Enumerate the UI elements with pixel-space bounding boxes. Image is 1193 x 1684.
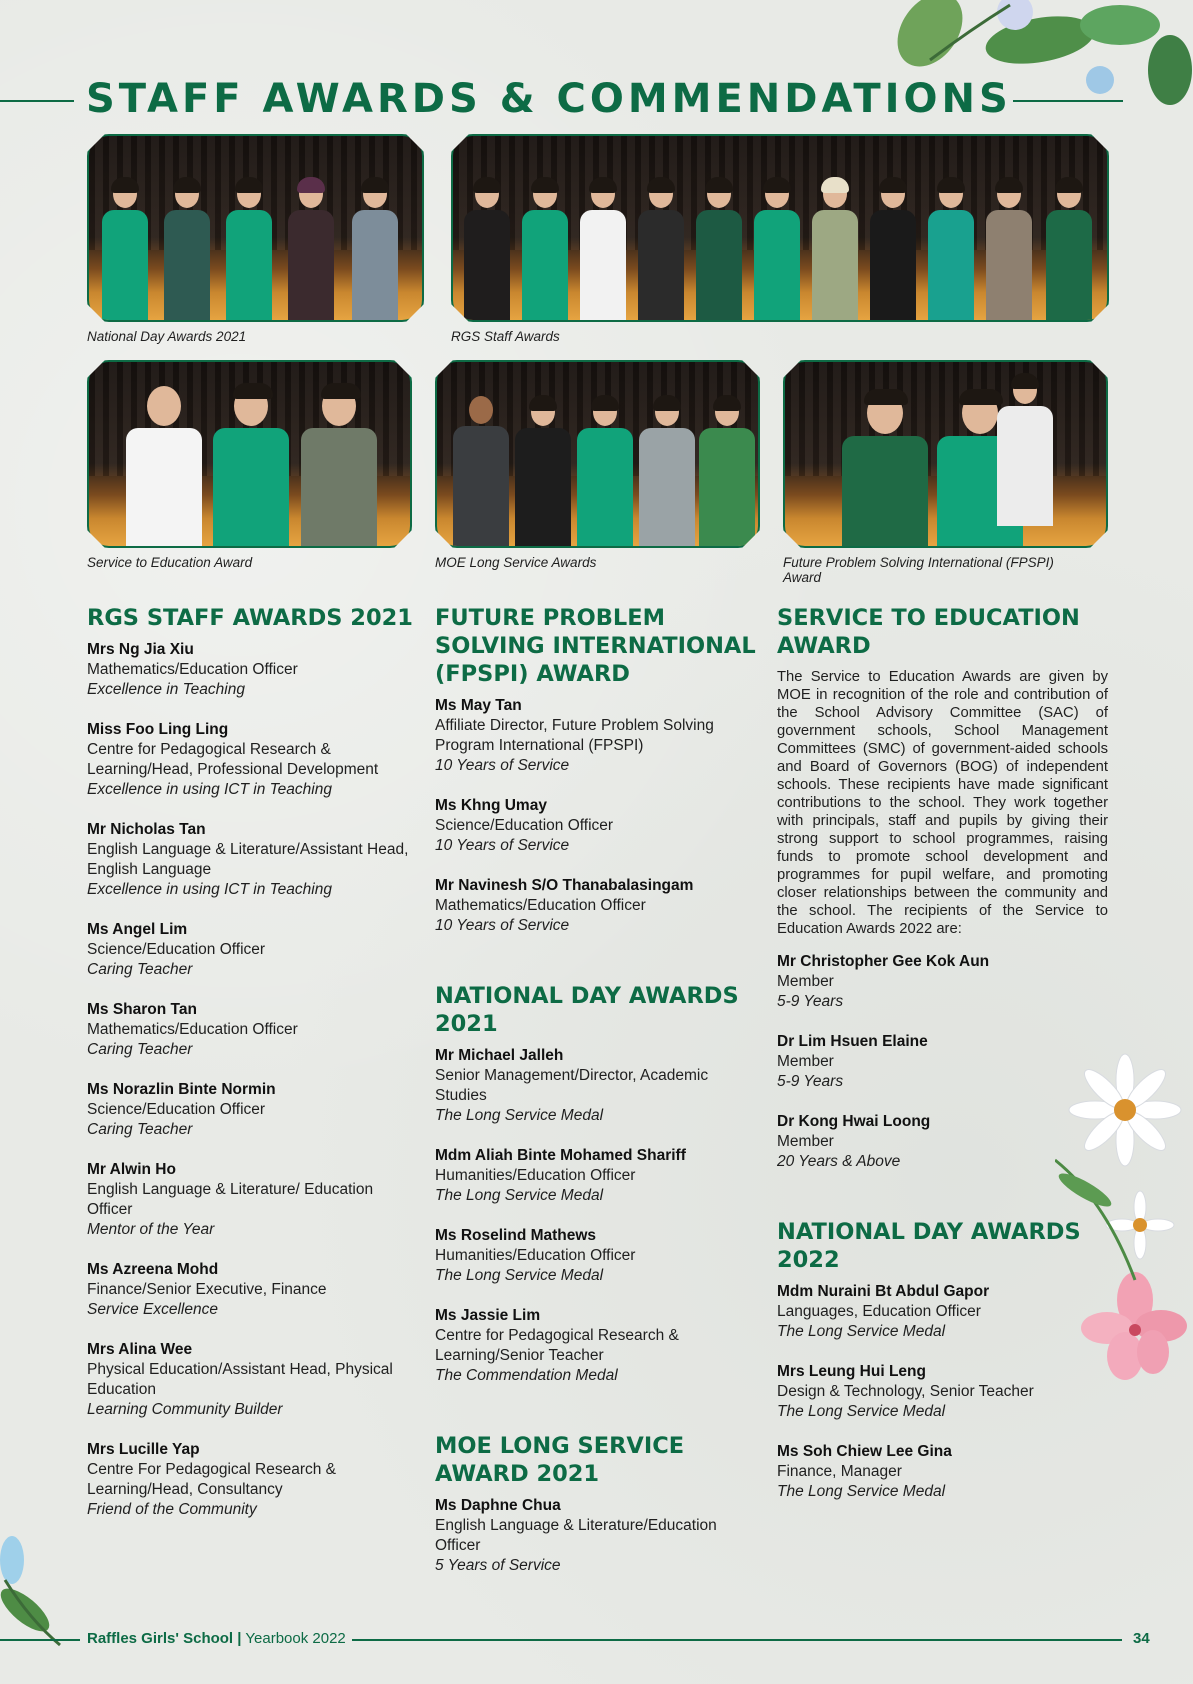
footer-yearbook: Yearbook 2022 (245, 1630, 346, 1647)
person-figure (575, 398, 635, 546)
recipient-name: Mr Michael Jalleh (435, 1047, 564, 1064)
recipient-name: Mr Nicholas Tan (87, 821, 206, 838)
service-to-education-paragraph: The Service to Education Awards are given by MOE in recognition of the role and contribution of the School Advisory Committee (SAC) of government schools, School Management Committees (SMC) of government-aided schools and Board of Governors (BOG) of independent schools. These recipients have made significant contributions to the school. They work together with principals, staff and pupils by giving their strong support to school programmes, raising funds to promote school development and programmes for pupil welfare, and promoting closer relationships between the community and the school. The recipients of the Service to Education Awards 2022 are: (777, 669, 1108, 937)
recipient-award: The Commendation Medal (435, 1367, 618, 1384)
award-entry (777, 1032, 1108, 1092)
person-figure (451, 396, 511, 546)
recipient-role: Senior Management/Director, Academic Studies (435, 1067, 709, 1104)
award-list (777, 1282, 1108, 1502)
section-heading-national-day-awards-2021: NATIONAL DAY AWARDS 2021 (435, 983, 739, 1037)
footer-separator: | (237, 1630, 242, 1647)
recipient-name: Ms Jassie Lim (435, 1307, 541, 1324)
photo-caption: Future Problem Solving International (FPSPI) Award (783, 555, 1054, 585)
recipient-role: Centre for Pedagogical Research & Learning/Senior Teacher (435, 1327, 679, 1364)
recipient-award: 10 Years of Service (435, 757, 570, 774)
person-figure (161, 180, 213, 320)
recipient-award: 5 Years of Service (435, 1557, 561, 1574)
floral-decoration-bottom-left (0, 1510, 70, 1650)
recipient-role: English Language & Literature/ Education Officer (87, 1181, 374, 1218)
recipient-name: Dr Lim Hsuen Elaine (777, 1033, 928, 1050)
recipient-role: Finance/Senior Executive, Finance (87, 1281, 327, 1298)
recipient-award: Friend of the Community (87, 1501, 257, 1518)
person-figure (809, 180, 861, 320)
photo-service-to-education-award (87, 360, 412, 548)
column-rgs-staff-awards (87, 604, 417, 1540)
section-spacer (777, 1192, 1108, 1218)
recipient-award: Learning Community Builder (87, 1401, 283, 1418)
recipient-name: Ms Daphne Chua (435, 1497, 561, 1514)
award-list (87, 640, 417, 1520)
award-list (435, 1046, 760, 1386)
person-figure (124, 386, 204, 546)
recipient-award: 20 Years & Above (777, 1153, 901, 1170)
award-entry (87, 1000, 417, 1060)
person-figure (299, 386, 379, 546)
section-heading-service-to-education-award: SERVICE TO EDUCATION AWARD (777, 605, 1080, 659)
recipient-role: Languages, Education Officer (777, 1303, 981, 1320)
recipient-name: Ms Norazlin Binte Normin (87, 1081, 276, 1098)
award-entry (435, 876, 760, 936)
section-spacer (435, 956, 760, 982)
recipient-award: Excellence in using ICT in Teaching (87, 881, 332, 898)
recipient-role: Mathematics/Education Officer (87, 661, 298, 678)
person-figure (635, 180, 687, 320)
award-entry (435, 1496, 760, 1576)
award-entry (777, 952, 1108, 1012)
recipient-name: Ms Soh Chiew Lee Gina (777, 1443, 952, 1460)
recipient-award: 5-9 Years (777, 993, 844, 1010)
recipient-award: The Long Service Medal (777, 1323, 946, 1340)
award-entry (777, 1362, 1108, 1422)
photo-caption: RGS Staff Awards (451, 329, 560, 344)
recipient-award: The Long Service Medal (435, 1107, 604, 1124)
recipient-name: Mdm Aliah Binte Mohamed Shariff (435, 1147, 686, 1164)
recipient-name: Mdm Nuraini Bt Abdul Gapor (777, 1283, 990, 1300)
footer-rule (352, 1639, 1122, 1641)
person-figure (840, 392, 930, 546)
person-figure (925, 180, 977, 320)
award-entry (87, 1160, 417, 1240)
recipient-role: Centre For Pedagogical Research & Learning/Head, Consultancy (87, 1461, 336, 1498)
recipient-name: Ms Khng Umay (435, 797, 547, 814)
award-entry (435, 696, 760, 776)
photo-caption: National Day Awards 2021 (87, 329, 247, 344)
title-rule-left (0, 100, 74, 102)
recipient-role: English Language & Literature/Assistant Head, English Language (87, 841, 409, 878)
section-heading-national-day-awards-2022: NATIONAL DAY AWARDS 2022 (777, 1219, 1081, 1273)
award-entry (87, 820, 417, 900)
recipient-name: Mr Navinesh S/O Thanabalasingam (435, 877, 694, 894)
award-entry (87, 1260, 417, 1320)
photo-fpspi-award (783, 360, 1108, 548)
recipient-role: Member (777, 1053, 834, 1070)
photo-caption: Service to Education Award (87, 555, 253, 570)
recipient-award: 10 Years of Service (435, 837, 570, 854)
recipient-name: Ms Azreena Mohd (87, 1261, 219, 1278)
recipient-role: English Language & Literature/Education Officer (435, 1517, 717, 1554)
person-figure (983, 180, 1035, 320)
award-entry (777, 1282, 1108, 1342)
footer-label (87, 1630, 346, 1647)
award-entry (435, 1146, 760, 1206)
recipient-role: Mathematics/Education Officer (87, 1021, 298, 1038)
recipient-name: Mrs Leung Hui Leng (777, 1363, 926, 1380)
recipient-name: Mr Christopher Gee Kok Aun (777, 953, 990, 970)
award-entry (435, 796, 760, 856)
award-entry (777, 1112, 1108, 1172)
photo-national-day-awards-2021 (87, 134, 424, 322)
award-entry (87, 1440, 417, 1520)
recipient-name: Ms May Tan (435, 697, 522, 714)
section-heading-fpspi-award: FUTURE PROBLEM SOLVING INTERNATIONAL (FPSPI) AWARD (435, 605, 756, 687)
recipient-name: Ms Roselind Mathews (435, 1227, 597, 1244)
recipient-role: Science/Education Officer (435, 817, 614, 834)
award-entry (87, 920, 417, 980)
page-number: 34 (1133, 1630, 1150, 1647)
person-figure (1043, 180, 1095, 320)
person-figure (99, 180, 151, 320)
person-figure (349, 180, 401, 320)
award-entry (87, 720, 417, 800)
award-entry (87, 1340, 417, 1420)
recipient-award: Mentor of the Year (87, 1221, 215, 1238)
recipient-award: The Long Service Medal (435, 1267, 604, 1284)
recipient-award: Caring Teacher (87, 961, 193, 978)
recipient-role: Member (777, 1133, 834, 1150)
photo-moe-long-service-awards (435, 360, 760, 548)
award-entry (435, 1226, 760, 1286)
footer-school-name: Raffles Girls' School (87, 1630, 234, 1647)
column-fpspi-nda-moe (435, 604, 760, 1596)
section-heading-rgs-staff-awards: RGS STAFF AWARDS 2021 (87, 605, 413, 631)
recipient-award: The Long Service Medal (777, 1483, 946, 1500)
award-list (777, 952, 1108, 1172)
award-list (435, 696, 760, 936)
person-figure (751, 180, 803, 320)
award-entry (435, 1046, 760, 1126)
recipient-name: Ms Sharon Tan (87, 1001, 197, 1018)
person-figure (577, 180, 629, 320)
recipient-role: Affiliate Director, Future Problem Solving Program International (FPSPI) (435, 717, 714, 754)
recipient-role: Humanities/Education Officer (435, 1247, 636, 1264)
title-row (0, 76, 1193, 126)
person-figure (697, 398, 757, 546)
photo-rgs-staff-awards (451, 134, 1109, 322)
person-figure (285, 180, 337, 320)
section-heading-moe-long-service-award: MOE LONG SERVICE AWARD 2021 (435, 1433, 685, 1487)
recipient-award: Caring Teacher (87, 1121, 193, 1138)
recipient-role: Member (777, 973, 834, 990)
recipient-award: Excellence in Teaching (87, 681, 245, 698)
recipient-role: Finance, Manager (777, 1463, 902, 1480)
column-service-to-education (777, 604, 1108, 1522)
recipient-role: Physical Education/Assistant Head, Physical Education (87, 1361, 393, 1398)
person-figure (867, 180, 919, 320)
recipient-role: Mathematics/Education Officer (435, 897, 646, 914)
recipient-name: Ms Angel Lim (87, 921, 188, 938)
person-figure (637, 398, 697, 546)
recipient-name: Mr Alwin Ho (87, 1161, 176, 1178)
person-figure (995, 376, 1055, 526)
recipient-name: Dr Kong Hwai Loong (777, 1113, 931, 1130)
recipient-name: Miss Foo Ling Ling (87, 721, 229, 738)
section-spacer (435, 1406, 760, 1432)
recipient-role: Science/Education Officer (87, 941, 266, 958)
award-entry (777, 1442, 1108, 1502)
photo-caption: MOE Long Service Awards (435, 555, 597, 570)
recipient-name: Mrs Alina Wee (87, 1341, 193, 1358)
footer-rule-left (0, 1639, 80, 1641)
award-entry (87, 640, 417, 700)
recipient-award: 10 Years of Service (435, 917, 570, 934)
award-list (435, 1496, 760, 1576)
recipient-award: The Long Service Medal (777, 1403, 946, 1420)
person-figure (211, 386, 291, 546)
award-entry (87, 1080, 417, 1140)
recipient-role: Centre for Pedagogical Research & Learning/Head, Professional Development (87, 741, 379, 778)
person-figure (223, 180, 275, 320)
recipient-award: Caring Teacher (87, 1041, 193, 1058)
person-figure (519, 180, 571, 320)
title-rule-right (1013, 100, 1123, 102)
person-figure (513, 398, 573, 546)
page-title: STAFF AWARDS & COMMENDATIONS (86, 76, 1012, 122)
recipient-name: Mrs Lucille Yap (87, 1441, 200, 1458)
recipient-role: Design & Technology, Senior Teacher (777, 1383, 1034, 1400)
recipient-award: 5-9 Years (777, 1073, 844, 1090)
recipient-award: Service Excellence (87, 1301, 218, 1318)
recipient-role: Humanities/Education Officer (435, 1167, 636, 1184)
recipient-role: Science/Education Officer (87, 1101, 266, 1118)
award-entry (435, 1306, 760, 1386)
person-figure (461, 180, 513, 320)
recipient-award: The Long Service Medal (435, 1187, 604, 1204)
person-figure (693, 180, 745, 320)
recipient-name: Mrs Ng Jia Xiu (87, 641, 194, 658)
recipient-award: Excellence in using ICT in Teaching (87, 781, 332, 798)
